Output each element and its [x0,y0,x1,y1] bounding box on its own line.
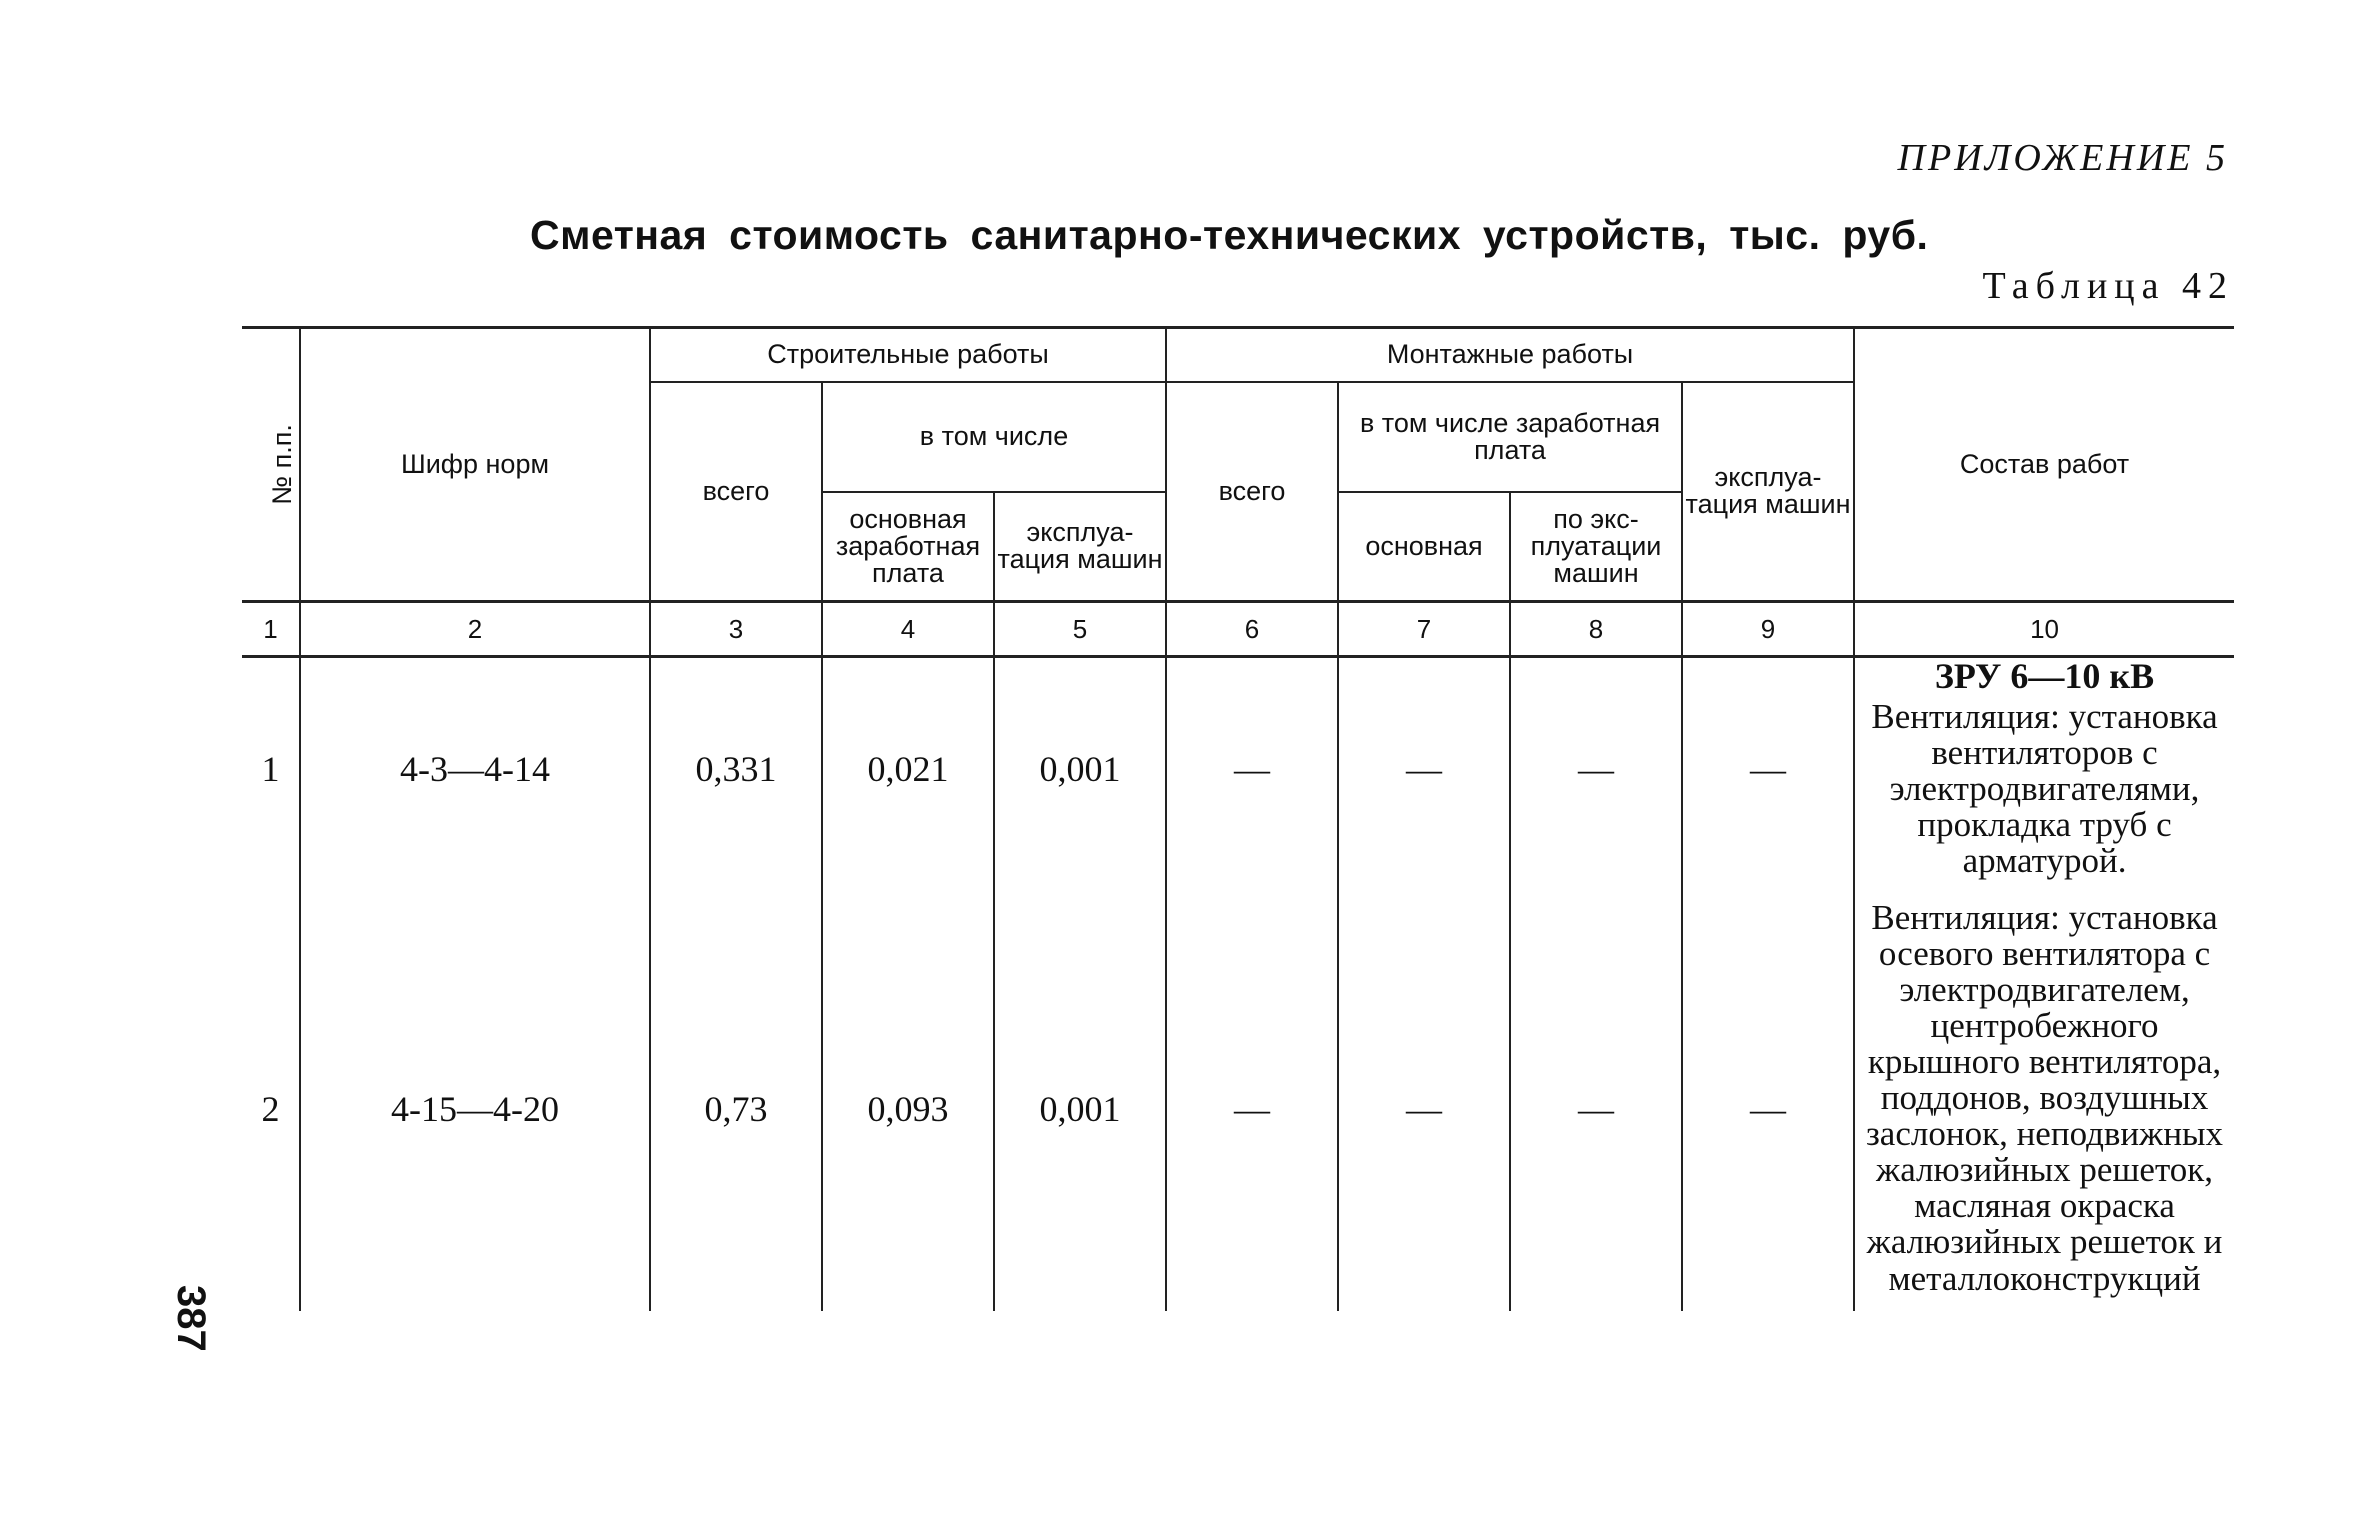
header-machine-operation: эксплуа-тация машин [994,492,1166,602]
column-number: 9 [1682,602,1854,657]
column-number: 1 [242,602,300,657]
row-installation-base: — [1338,657,1510,880]
column-number: 2 [300,602,650,657]
row-installation-total: — [1166,657,1338,880]
row-total: 0,331 [650,657,822,880]
page-number [123,1285,213,1352]
row-machine-operation: 0,001 [994,657,1166,880]
column-number: 4 [822,602,994,657]
header-base-salary: основная заработная плата [822,492,994,602]
row-base-salary: 0,093 [822,879,994,1311]
header-installation-base: основная [1338,492,1510,602]
description-text: Вентиляция: установка осевого вентилятора с электродвигателем, центробежного крышного вентилятора, поддонов, воздушных заслонок, неподвижных жалюзийных решеток, масляная окраска жалюзийных решеток и металлоконструкций [1865,898,2224,1298]
row-installation-total: — [1166,879,1338,1311]
row-installation-by-operation: — [1510,879,1682,1311]
column-number: 3 [650,602,822,657]
row-machine-operation: 0,001 [994,879,1166,1311]
row-code: 4-15—4-20 [300,879,650,1311]
description-text: Вентиляция: установка вентиляторов с электродвигателями, прокладка труб с арматурой. [1871,697,2218,881]
row-installation-by-operation: — [1510,657,1682,880]
table-row [242,879,2234,1311]
row-num: 1 [242,657,300,880]
cost-table [242,326,2234,1311]
header-code: Шифр норм [300,328,650,602]
header-installation-machines: эксплуа-тация машин [1682,382,1854,602]
header-installation: Монтажные работы [1166,328,1854,382]
header-construction-including: в том числе [822,382,1166,492]
row-description [1854,657,2234,880]
page-title: Сметная стоимость санитарно-технических устройств, тыс. руб. [530,212,1929,258]
row-code: 4-3—4-14 [300,657,650,880]
header-composition: Состав работ [1854,328,2234,602]
table-row [242,657,2234,880]
row-num: 2 [242,879,300,1311]
column-number: 8 [1510,602,1682,657]
row-installation-machines: — [1682,657,1854,880]
row-description [1854,879,2234,1311]
header-installation-by-operation: по экс-плуатации машин [1510,492,1682,602]
header-construction: Строительные работы [650,328,1166,382]
table-label: Таблица 42 [1982,265,2234,307]
column-number: 6 [1166,602,1338,657]
header-num: № п.п. [242,328,300,602]
header-installation-total: всего [1166,382,1338,602]
appendix-label: ПРИЛОЖЕНИЕ 5 [1897,137,2228,179]
column-number: 10 [1854,602,2234,657]
column-number: 7 [1338,602,1510,657]
column-number: 5 [994,602,1166,657]
row-installation-base: — [1338,879,1510,1311]
row-total: 0,73 [650,879,822,1311]
page-number-text: 387 [169,1285,213,1352]
header-installation-including-salary: в том числе заработная плата [1338,382,1682,492]
section-title: ЗРУ 6—10 кВ [1934,656,2155,696]
header-construction-total: всего [650,382,822,602]
row-installation-machines: — [1682,879,1854,1311]
row-base-salary: 0,021 [822,657,994,880]
